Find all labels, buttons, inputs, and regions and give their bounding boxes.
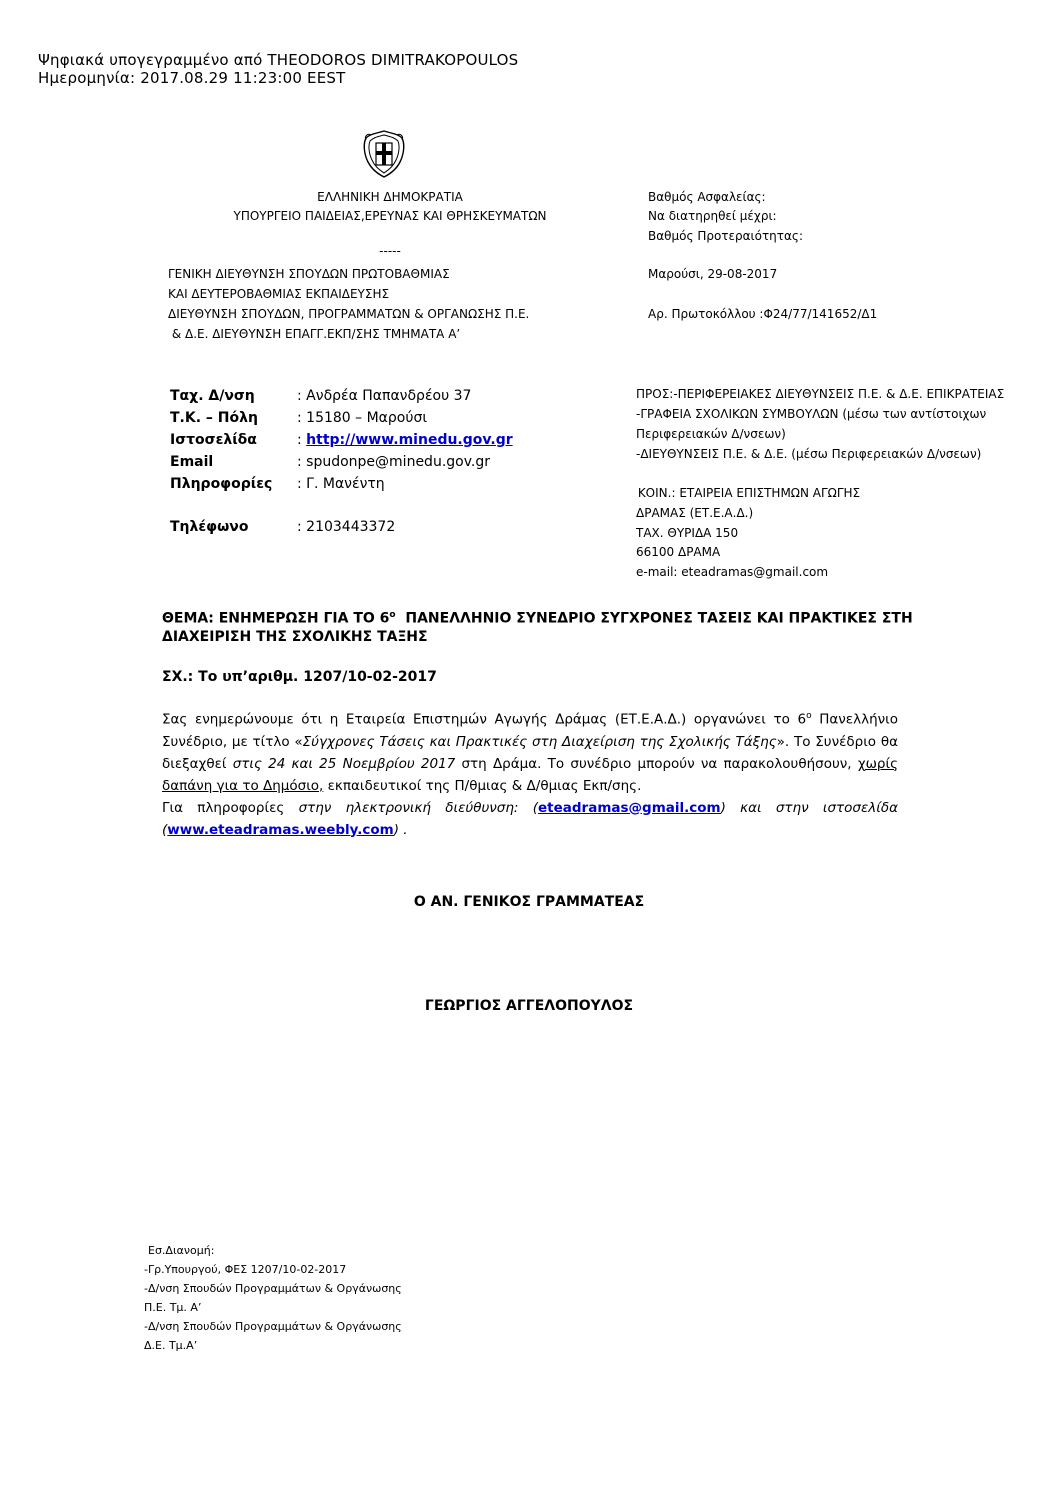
contact-value-address: : Ανδρέα Παπανδρέου 37 bbox=[297, 388, 472, 404]
organizer-email-link[interactable]: eteadramas@gmail.com bbox=[538, 799, 721, 816]
cc-line-5: e-mail: eteadramas@gmail.com bbox=[636, 565, 829, 579]
signatory-name: ΓΕΩΡΓΙΟΣ ΑΓΓΕΛΟΠΟΥΛΟΣ bbox=[424, 998, 634, 1014]
recipient-line-1: ΠΡΟΣ:-ΠΕΡΙΦΕΡΕΙΑΚΕΣ ΔΙΕΥΘΥΝΣΕΙΣ Π.Ε. & Δ.Ε. ΕΠΙΚΡΑΤΕΙΑΣ bbox=[636, 387, 1005, 401]
contact-label-email: Email bbox=[170, 454, 214, 470]
body-sentence-1-end: Πανελλήνιο Συνέδριο, με τίτλο « bbox=[162, 711, 898, 750]
retention-period: Να διατηρηθεί μέχρι: bbox=[648, 209, 777, 223]
contact-value-postal: : 15180 – Μαρούσι bbox=[297, 410, 428, 426]
conference-title: Σύγχρονες Τάσεις και Πρακτικές στη Διαχείριση της Σχολικής Τάξης bbox=[302, 733, 777, 750]
contact-value-website-row bbox=[297, 432, 513, 448]
conference-dates: στις 24 και 25 Νοεμβρίου 2017 bbox=[232, 755, 456, 772]
greek-coat-of-arms-emblem bbox=[362, 130, 406, 182]
contact-value-phone: : 2103443372 bbox=[297, 519, 396, 535]
recipient-line-2: -ΓΡΑΦΕΙΑ ΣΧΟΛΙΚΩΝ ΣΥΜΒΟΥΛΩΝ (μέσω των αντίστοιχων bbox=[636, 407, 987, 421]
security-level: Βαθμός Ασφαλείας: bbox=[648, 190, 766, 204]
cc-line-4: 66100 ΔΡΑΜΑ bbox=[636, 545, 721, 559]
subject-text-part2: ΠΑΝΕΛΛΗΝΙΟ ΣΥΝΕΔΡΙΟ ΣΥΓΧΡΟΝΕΣ ΤΑΣΕΙΣ ΚΑΙ ΠΡΑΚΤΙΚΕΣ ΣΤΗ bbox=[395, 610, 913, 627]
distribution-title: Εσ.Διανομή: bbox=[148, 1244, 215, 1257]
distribution-line-3: Π.Ε. Τμ. Α’ bbox=[144, 1301, 202, 1314]
reference-line: ΣΧ.: Το υπ’αριθμ. 1207/10-02-2017 bbox=[162, 669, 437, 685]
contact-website-prefix: : bbox=[297, 432, 307, 448]
info-intro: Για πληροφορίες bbox=[162, 799, 299, 816]
contact-label-postal: Τ.Κ. – Πόλη bbox=[170, 410, 258, 426]
no-cost-note: χωρίς δαπάνη για το Δημόσιο, bbox=[162, 755, 898, 794]
department-line-1: ΓΕΝΙΚΗ ΔΙΕΥΘΥΝΣΗ ΣΠΟΥΔΩΝ ΠΡΩΤΟΒΑΘΜΙΑΣ bbox=[168, 267, 450, 281]
distribution-line-5: Δ.Ε. Τμ.Α’ bbox=[144, 1339, 198, 1352]
body-sentence-4: εκπαιδευτικοί της Π/θμιας & Δ/θμιας Εκπ/σης. bbox=[323, 777, 642, 794]
digital-signature-line-1: Ψηφιακά υπογεγραμμένο από THEODOROS DIMITRAKOPOULOS bbox=[38, 51, 519, 69]
ministry-website-link[interactable]: http://www.minedu.gov.gr bbox=[306, 432, 513, 448]
distribution-line-1: -Γρ.Υπουργού, ΦΕΣ 1207/10-02-2017 bbox=[144, 1263, 347, 1276]
cc-line-2: ΔΡΑΜΑΣ (ΕΤ.Ε.Α.Δ.) bbox=[636, 506, 754, 520]
body-paragraph bbox=[162, 705, 898, 841]
subject-line-2: ΔΙΑΧΕΙΡΙΣΗ ΤΗΣ ΣΧΟΛΙΚΗΣ ΤΑΞΗΣ bbox=[162, 629, 428, 645]
contact-label-address: Ταχ. Δ/νση bbox=[170, 388, 255, 404]
place-date: Μαρούσι, 29-08-2017 bbox=[648, 267, 778, 281]
distribution-line-2: -Δ/νση Σπουδών Προγραμμάτων & Οργάνωσης bbox=[144, 1282, 402, 1295]
contact-value-email: : spudonpe@minedu.gov.gr bbox=[297, 454, 491, 470]
subject-superscript: ο bbox=[389, 610, 396, 620]
body-sentence-3: στη Δράμα. Το συνέδριο μπορούν να παρακολουθήσουν, bbox=[455, 755, 858, 772]
department-line-4: & Δ.Ε. ΔΙΕΥΘΥΝΣΗ ΕΠΑΓΓ.ΕΚΠ/ΣΗΣ ΤΜΗΜΑΤΑ Α’ bbox=[168, 327, 461, 341]
signatory-role: Ο ΑΝ. ΓΕΝΙΚΟΣ ΓΡΑΜΜΑΤΕΑΣ bbox=[413, 894, 645, 910]
digital-signature-line-2: Ημερομηνία: 2017.08.29 11:23:00 EEST bbox=[38, 69, 346, 87]
cc-line-3: ΤΑΧ. ΘΥΡΙΔΑ 150 bbox=[636, 526, 739, 540]
body-sentence-1: Σας ενημερώνουμε ότι η Εταιρεία Επιστημών Αγωγής Δράμας (ΕΤ.Ε.Α.Δ.) οργανώνει το 6 bbox=[162, 711, 807, 728]
recipient-line-4: -ΔΙΕΥΘΥΝΣΕΙΣ Π.Ε. & Δ.Ε. (μέσω Περιφερειακών Δ/νσεων) bbox=[636, 447, 982, 461]
info-email-intro: στην ηλεκτρονική διεύθυνση: ( bbox=[298, 799, 539, 816]
protocol-number: Αρ. Πρωτοκόλλου :Φ24/77/141652/Δ1 bbox=[648, 307, 878, 321]
priority-level: Βαθμός Προτεραιότητας: bbox=[648, 229, 803, 243]
contact-label-phone: Τηλέφωνο bbox=[170, 519, 249, 535]
body-sentence-2: ». Το Συνέδριο θα διεξαχθεί bbox=[162, 733, 898, 772]
contact-label-info: Πληροφορίες bbox=[170, 476, 273, 492]
info-end: ) . bbox=[393, 821, 408, 838]
department-line-3: ΔΙΕΥΘΥΝΣΗ ΣΠΟΥΔΩΝ, ΠΡΟΓΡΑΜΜΑΤΩΝ & ΟΡΓΑΝΩΣΗΣ Π.Ε. bbox=[168, 307, 530, 321]
ministry-name: ΥΠΟΥΡΓΕΙΟ ΠΑΙΔΕΙΑΣ,ΕΡΕΥΝΑΣ ΚΑΙ ΘΡΗΣΚΕΥΜΑΤΩΝ bbox=[233, 209, 547, 223]
recipient-line-3: Περιφερειακών Δ/νσεων) bbox=[636, 427, 786, 441]
info-website-intro: ) και στην ιστοσελίδα ( bbox=[162, 799, 898, 838]
republic-name: ΕΛΛΗΝΙΚΗ ΔΗΜΟΚΡΑΤΙΑ bbox=[317, 190, 463, 204]
contact-label-website: Ιστοσελίδα bbox=[170, 432, 257, 448]
organizer-website-link[interactable]: www.eteadramas.weebly.com bbox=[167, 821, 394, 838]
body-superscript: ο bbox=[806, 711, 812, 721]
contact-value-info: : Γ. Μανέντη bbox=[297, 476, 385, 492]
header-separator: ----- bbox=[379, 244, 401, 258]
department-line-2: ΚΑΙ ΔΕΥΤΕΡΟΒΑΘΜΙΑΣ ΕΚΠΑΙΔΕΥΣΗΣ bbox=[168, 287, 390, 301]
subject-text-part1: ΘΕΜΑ: ΕΝΗΜΕΡΩΣΗ ΓΙΑ ΤΟ 6 bbox=[162, 610, 390, 627]
distribution-line-4: -Δ/νση Σπουδών Προγραμμάτων & Οργάνωσης bbox=[144, 1320, 402, 1333]
cc-line-1: ΚΟΙΝ.: ΕΤΑΙΡΕΙΑ ΕΠΙΣΤΗΜΩΝ ΑΓΩΓΗΣ bbox=[634, 486, 861, 500]
